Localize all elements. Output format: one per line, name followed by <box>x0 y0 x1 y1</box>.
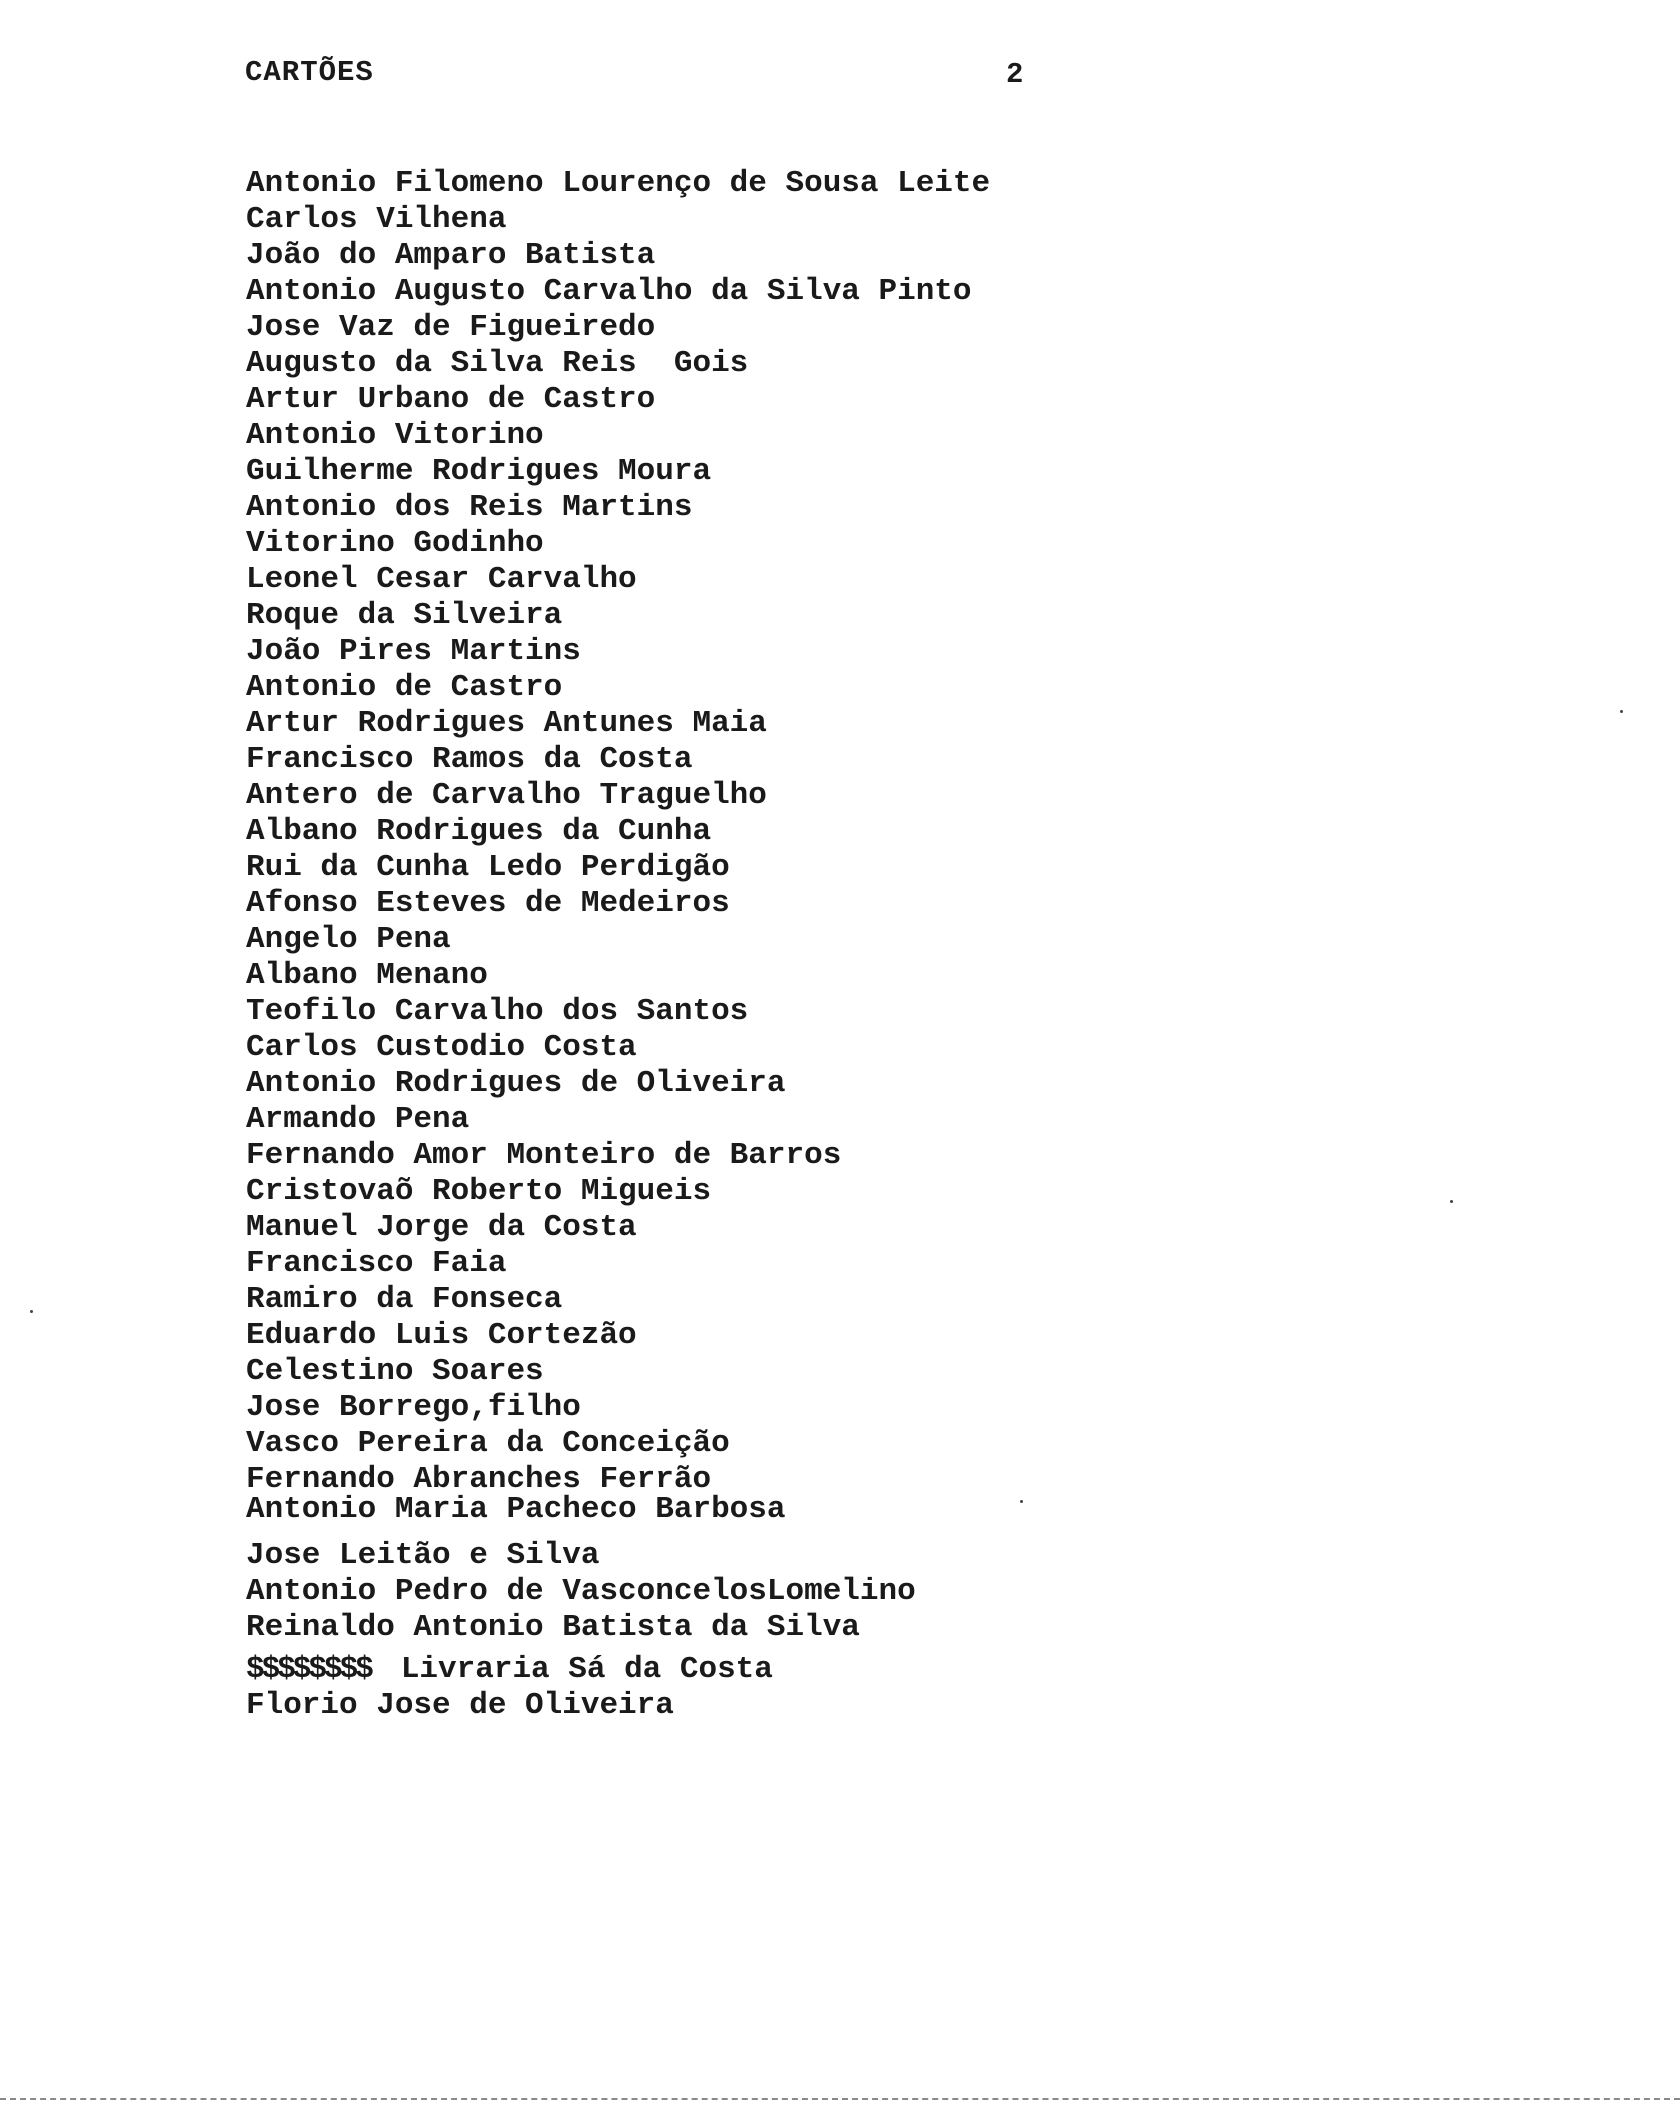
list-item: Jose Leitão e Silva <box>246 1538 600 1573</box>
paper-speck <box>1620 710 1623 713</box>
list-item: Fernando Amor Monteiro de Barros <box>246 1138 842 1173</box>
list-item: Manuel Jorge da Costa <box>246 1210 637 1245</box>
list-item: Artur Rodrigues Antunes Maia <box>246 706 767 741</box>
list-item: Antonio de Castro <box>246 670 563 705</box>
list-item: Ramiro da Fonseca <box>246 1282 563 1317</box>
list-item: Armando Pena <box>246 1102 470 1137</box>
list-item: Antonio Pedro de VasconcelosLomelino <box>246 1574 916 1609</box>
struck-entry <box>246 1652 990 1688</box>
list-item: Eduardo Luis Cortezão <box>246 1318 637 1353</box>
list-item: Artur Urbano de Castro <box>246 382 656 417</box>
paper-speck <box>30 1310 33 1313</box>
list-item: Jose Borrego,filho <box>246 1390 581 1425</box>
list-item: Rui da Cunha Ledo Perdigão <box>246 850 730 885</box>
list-item: Jose Vaz de Figueiredo <box>246 310 656 345</box>
list-item: Teofilo Carvalho dos Santos <box>246 994 749 1029</box>
page-number: 2 <box>1006 58 1024 91</box>
list-item: Angelo Pena <box>246 922 451 957</box>
list-item: Antonio Augusto Carvalho da Silva Pinto <box>246 274 972 309</box>
name-list <box>246 166 990 1724</box>
list-item: João do Amparo Batista <box>246 238 656 273</box>
list-item: João Pires Martins <box>246 634 581 669</box>
list-item: Antonio Vitorino <box>246 418 544 453</box>
list-item: Celestino Soares <box>246 1354 544 1389</box>
list-item: Leonel Cesar Carvalho <box>246 562 637 597</box>
list-item: Carlos Vilhena <box>246 202 507 237</box>
list-item: Guilherme Rodrigues Moura <box>246 454 712 489</box>
list-item: Augusto da Silva Reis Gois <box>246 346 749 381</box>
list-item: Carlos Custodio Costa <box>246 1030 637 1065</box>
list-item: Roque da Silveira <box>246 598 563 633</box>
list-item: Cristovaõ Roberto Migueis <box>246 1174 712 1209</box>
list-item: Afonso Esteves de Medeiros <box>246 886 730 921</box>
list-item: Fernando Abranches Ferrão <box>246 1462 712 1497</box>
list-item: Antonio dos Reis Martins <box>246 490 693 525</box>
list-item: Vasco Pereira da Conceição <box>246 1426 730 1461</box>
list-item: Albano Rodrigues da Cunha <box>246 814 712 849</box>
paper-speck <box>1450 1200 1453 1203</box>
list-item: Antonio Maria Pacheco Barbosa <box>246 1492 786 1527</box>
page-title: CARTÕES <box>245 56 374 89</box>
page-bottom-rule <box>0 2098 1680 2100</box>
paper-speck <box>1020 1500 1023 1503</box>
list-item: Francisco Ramos da Costa <box>246 742 693 777</box>
list-item: Antonio Filomeno Lourenço de Sousa Leite <box>246 166 991 201</box>
list-item: Francisco Faia <box>246 1246 507 1281</box>
overstrike-marks: $$$$$$$$ <box>246 1652 371 1687</box>
list-item: Reinaldo Antonio Batista da Silva <box>246 1610 860 1645</box>
list-item: Albano Menano <box>246 958 488 993</box>
struck-entry-name: Livraria Sá da Costa <box>400 1652 773 1687</box>
list-item: Antero de Carvalho Traguelho <box>246 778 767 813</box>
list-item: Vitorino Godinho <box>246 526 544 561</box>
list-item: Antonio Rodrigues de Oliveira <box>246 1066 786 1101</box>
list-item: Florio Jose de Oliveira <box>246 1688 674 1723</box>
